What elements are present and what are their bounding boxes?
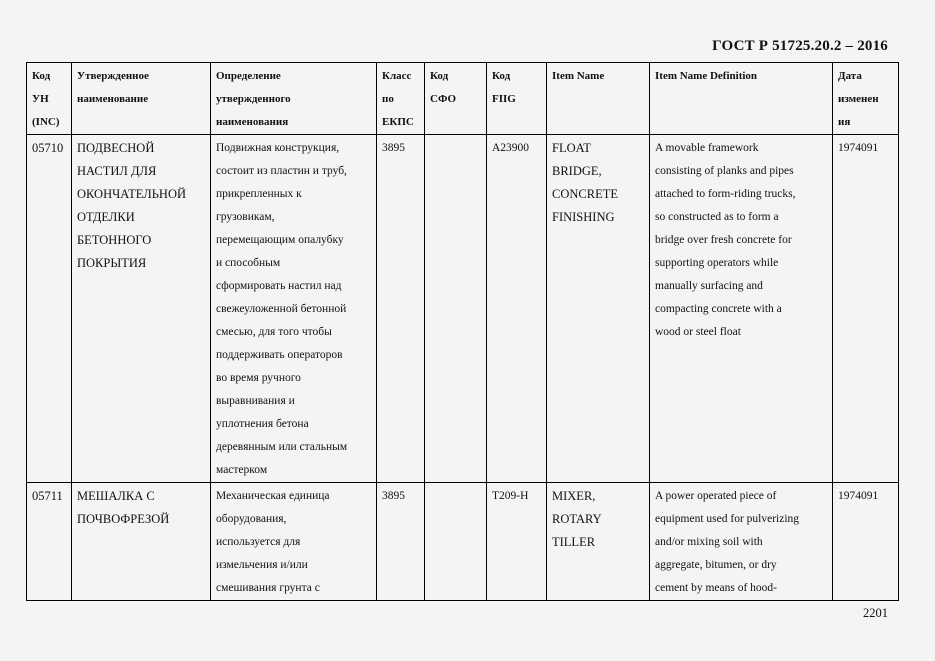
definition-cell: Механическая единица оборудования, используется для измельчения и/или смешивания грунта с (211, 483, 377, 601)
inc-cell: 05711 (27, 483, 72, 601)
catalog-table (26, 62, 899, 601)
class-cell: 3895 (377, 483, 425, 601)
item-name-cell: MIXER, ROTARY TILLER (547, 483, 650, 601)
definition-cell: Подвижная конструкция, состоит из пластин и труб, прикрепленных к грузовикам, перемещающим опалубку и способным сформировать настил над свежеуложенной бетонной смесью, для того чтобы поддерживать операторов во время ручного выравнивания и уплотнения бетона деревянным или стальным мастерком (211, 135, 377, 483)
header-inc: Код УН (INC) (27, 63, 72, 135)
header-item-name: Item Name (547, 63, 650, 135)
approved-name-cell: ПОДВЕСНОЙ НАСТИЛ ДЛЯ ОКОНЧАТЕЛЬНОЙ ОТДЕЛКИ БЕТОННОГО ПОКРЫТИЯ (72, 135, 211, 483)
approved-name-cell: МЕШАЛКА С ПОЧВОФРЕЗОЙ (72, 483, 211, 601)
page-number: 2201 (863, 606, 888, 620)
class-cell: 3895 (377, 135, 425, 483)
document-standard-title: ГОСТ Р 51725.20.2 – 2016 (712, 38, 888, 54)
header-approved-name: Утвержденное наименование (72, 63, 211, 135)
inc-cell: 05710 (27, 135, 72, 483)
table-row (27, 483, 899, 601)
date-cell: 1974091 (833, 135, 899, 483)
header-class: Класс по ЕКПС (377, 63, 425, 135)
table-header-row (27, 63, 899, 135)
header-fiig: Код FIIG (487, 63, 547, 135)
header-item-definition: Item Name Definition (650, 63, 833, 135)
header-date: Дата изменен ия (833, 63, 899, 135)
sfo-cell (425, 135, 487, 483)
header-sfo: Код СФО (425, 63, 487, 135)
header-definition: Определение утвержденного наименования (211, 63, 377, 135)
fiig-cell: A23900 (487, 135, 547, 483)
item-definition-cell: A movable framework consisting of planks and pipes attached to form-riding trucks, so constructed as to form a bridge over fresh concrete for supporting operators while manually surfacing and compacting concrete with a wood or steel float (650, 135, 833, 483)
date-cell: 1974091 (833, 483, 899, 601)
sfo-cell (425, 483, 487, 601)
table-row (27, 135, 899, 483)
item-definition-cell: A power operated piece of equipment used for pulverizing and/or mixing soil with aggregate, bitumen, or dry cement by means of hood- (650, 483, 833, 601)
item-name-cell: FLOAT BRIDGE, CONCRETE FINISHING (547, 135, 650, 483)
fiig-cell: T209-H (487, 483, 547, 601)
